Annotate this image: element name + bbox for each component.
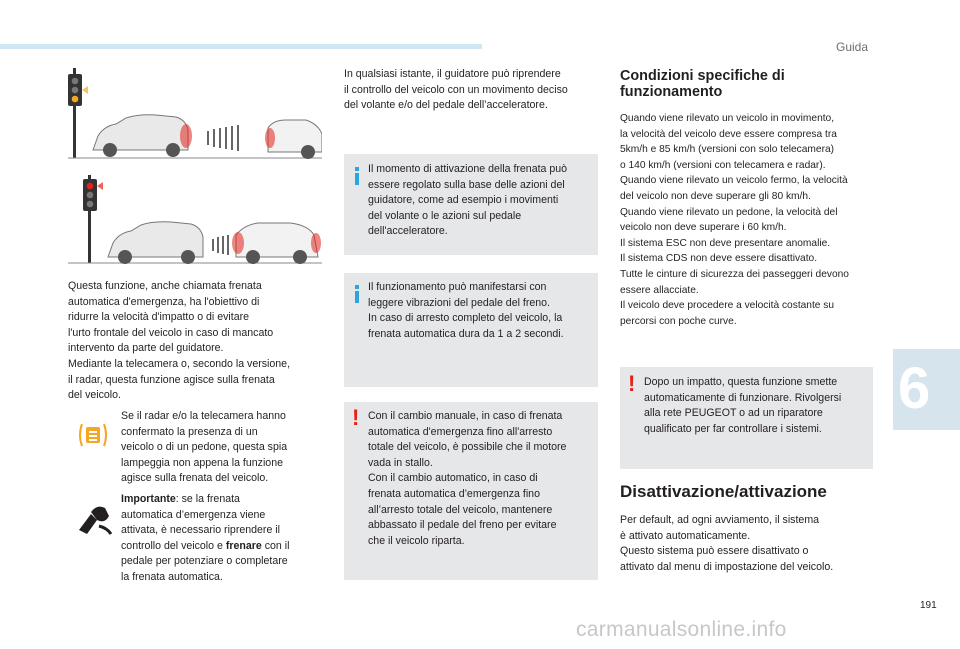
exclamation-icon: !: [352, 405, 360, 430]
exclamation-icon: !: [628, 371, 636, 396]
warning-transmission-text: Con il cambio manuale, in caso di frenata automatica d'emergenza fino all'arresto totale del veicolo, è possibile che il motore vada in stallo. Con il cambio automatico, in caso di frenata automatica d’emergenza fino all’arresto totale del veicolo, mantenere abbassato il pedale del freno per evitare che il veicolo riparta.: [368, 410, 567, 547]
watermark: carmanualsonline.info: [576, 618, 787, 641]
hand-on-wheel-icon: [75, 500, 115, 543]
page-number: 191: [920, 600, 937, 611]
deactivation-heading: Disattivazione/attivazione: [620, 482, 827, 501]
warning-after-impact-text: Dopo un impatto, questa funzione smette automaticamente di funzionare. Rivolgersi alla rete PEUGEOT o ad un riparatore qualificato per far controllare i sistemi.: [644, 376, 842, 435]
illustration-stopped-vehicle: [68, 175, 322, 265]
warning-lamp-paragraph: Se il radar e/o la telecamera hanno confermato la presenza di un veicolo o di un pedone, questa spia lampeggia non appena la funzione agisce sulla frenata del veicolo.: [121, 410, 288, 485]
info-activation-timing-text: Il momento di attivazione della frenata può essere regolato sulla base delle azioni del guidatore, come ad esempio i movimenti del volante o le azioni sul pedale dell'acceleratore.: [368, 163, 568, 238]
override-paragraph: In qualsiasi istante, il guidatore può riprendere il controllo del veicolo con un movimento deciso del volante e/o del pedale dell’acceleratore.: [344, 68, 568, 112]
intro-paragraph: Questa funzione, anche chiamata frenata automatica d'emergenza, ha l'obiettivo di ridurre la velocità d'impatto o di evitare l'urto frontale del veicolo in caso di mancato intervento da parte del guidatore. Mediante la telecamera o, secondo la versione, il radar, questa funzione agisce sulla frenata del veicolo.: [68, 280, 291, 402]
deactivation-paragraph: Per default, ad ogni avviamento, il sistema è attivato automaticamente. Questo sistema può essere disattivato o attivato dal menu di impostazione del veicolo.: [620, 514, 834, 573]
chapter-number: 6: [898, 356, 931, 421]
section-title: Guida: [836, 40, 869, 54]
header-bar: [0, 44, 482, 49]
important-paragraph: Importante: se la frenata automatica d’emergenza viene attivata, è necessario riprendere il controllo del veicolo e frenare con il pedale per potenziare o completare la frenata automatica.: [121, 493, 290, 583]
collision-warning-lamp-icon: [76, 420, 110, 455]
info-icon: [355, 167, 359, 185]
conditions-heading: Condizioni specifiche di funzionamento: [620, 68, 785, 100]
conditions-paragraph: Quando viene rilevato un veicolo in movimento, la velocità del veicolo deve essere compresa tra 5km/h e 85 km/h (versioni con solo telecamera) o 140 km/h (versioni con telecamera e radar). Quando viene rilevato un veicolo fermo, la velocità del veicolo non deve superare gli 80 km/h. Quando viene rilevato un pedone, la velocità del veicolo non deve superare i 60 km/h. Il sistema ESC non deve presentare anomalie. Il sistema CDS non deve essere disattivato. Tutte le cinture di sicurezza dei passeggeri devono essere allacciate. Il veicolo deve procedere a velocità costante su percorsi con poche curve.: [620, 113, 849, 327]
illustration-moving-vehicle: [68, 68, 322, 160]
info-icon: [355, 285, 359, 303]
info-vibrations-text: Il funzionamento può manifestarsi con leggere vibrazioni del pedale del freno. In caso di arresto completo del veicolo, la frenata automatica dura da 1 a 2 secondi.: [368, 281, 564, 340]
